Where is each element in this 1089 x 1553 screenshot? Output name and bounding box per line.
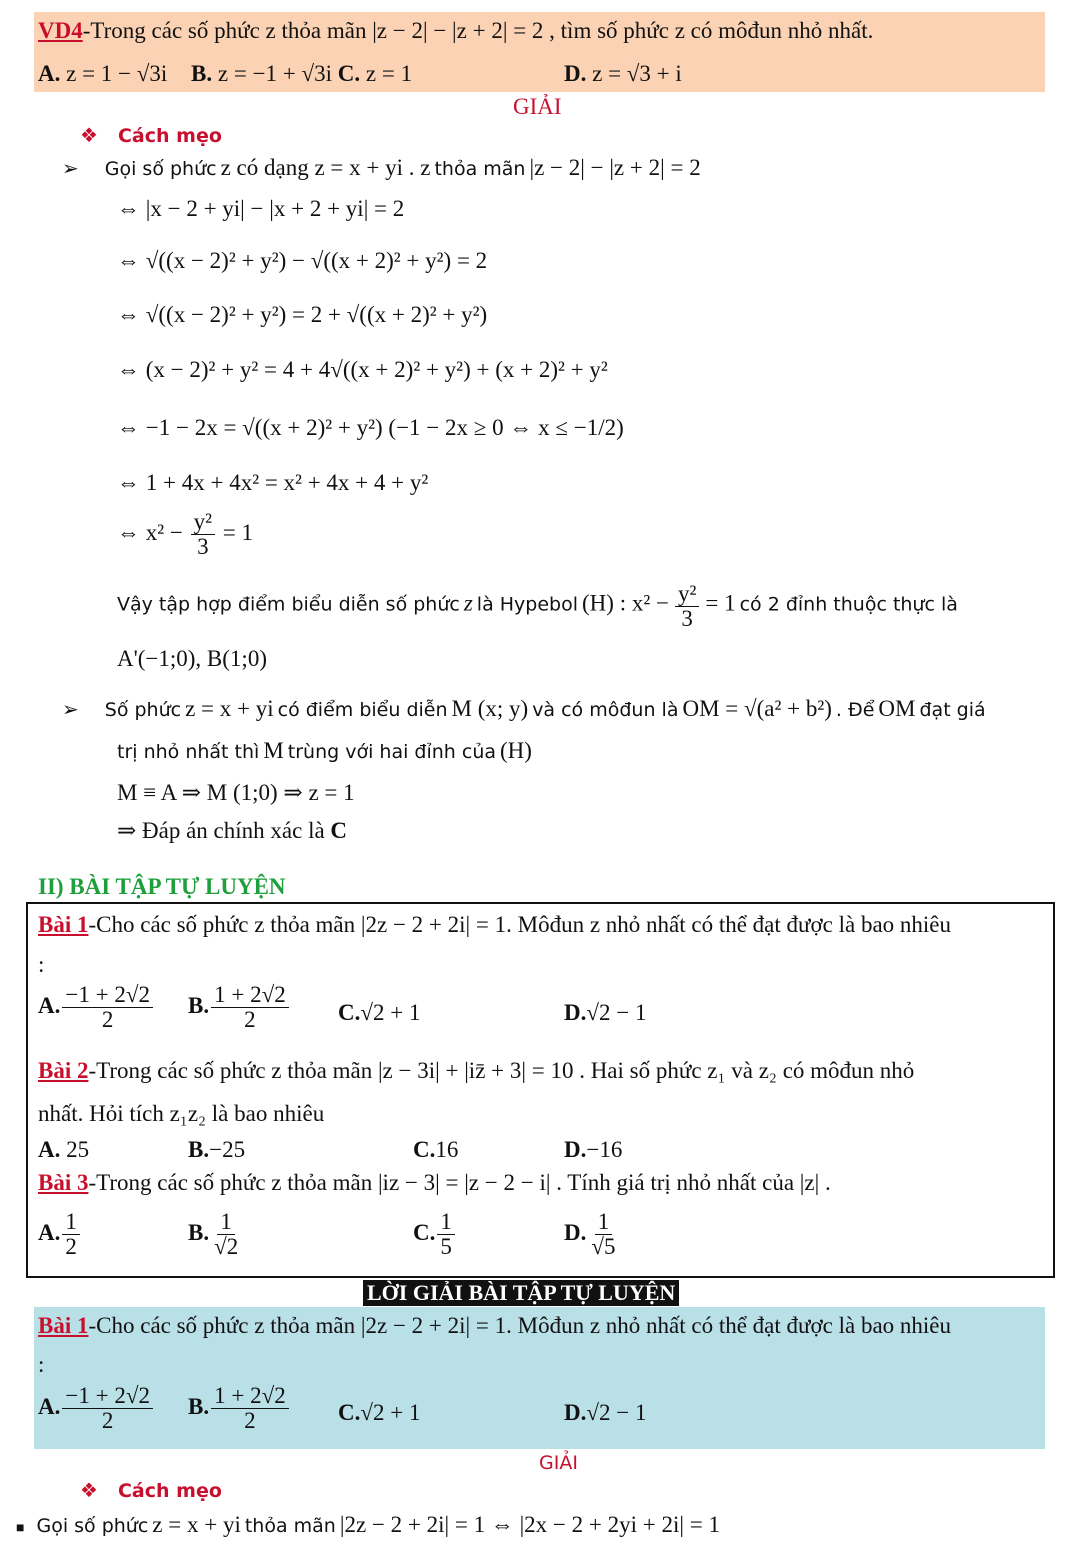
solution-heading-2: GIẢI (539, 1452, 578, 1474)
solution-heading: GIẢI (513, 94, 562, 119)
answer-line: ⇒ Đáp án chính xác là C (117, 818, 348, 843)
solution-step-1: ⇔ |x − 2 + yi| − |x + 2 + yi| = 2 (117, 196, 405, 221)
arrow-bullet-icon: ➢ (62, 699, 79, 721)
solution-step-4: ⇔ (x − 2)² + y² = 4 + 4√((x + 2)² + y²) + (x + 2)² + y² (117, 357, 608, 382)
vd4-option-b: z = −1 + √3i (217, 61, 333, 86)
solution-step-6: ⇔ 1 + 4x + 4x² = x² + 4x + 4 + y² (117, 470, 429, 495)
exercise-1-question: Bài 1-Cho các số phức z thỏa mãn |2z − 2 + 2i| = 1. Môđun z nhỏ nhất có thể đạt được là bao nhiêu (38, 912, 952, 937)
exercise-2-options: A. 25 (38, 1137, 90, 1162)
solution-result: M ≡ A ⇒ M (1;0) ⇒ z = 1 (117, 780, 355, 805)
conclusion-vertices: A'(−1;0), B(1;0) (117, 646, 267, 671)
solution-line-1: ➢ Gọi số phức z có dạng z = x + yi . z thỏa mãn |z − 2| − |z + 2| = 2 (62, 155, 701, 180)
solution-exercise-1-question: Bài 1-Cho các số phức z thỏa mãn |2z − 2 + 2i| = 1. Môđun z nhỏ nhất có thể đạt được là bao nhiêu (38, 1313, 952, 1338)
section-heading: II) BÀI TẬP TỰ LUYỆN (38, 874, 286, 899)
arrow-bullet-icon: ➢ (62, 158, 79, 180)
exercise-1-options: A. $\frac{-1 + 2√2}{2}$ (38, 983, 155, 1032)
solutions-title: LỜI GIẢI BÀI TẬP TỰ LUYỆN (363, 1280, 679, 1306)
vd4-option-d-label: D. (564, 61, 587, 86)
vd4-option-a-label: A. (38, 61, 61, 86)
tip-heading-row (80, 123, 222, 147)
solution-step-3: ⇔ √((x − 2)² + y²) = 2 + √((x + 2)² + y²) (117, 302, 488, 327)
vd4-option-c: z = 1 (365, 61, 413, 86)
vd4-option-a: z = 1 − √3i (66, 61, 168, 86)
tip-heading-row-2: ❖ Cách mẹo (80, 1478, 222, 1502)
vd4-option-b-label: B. (191, 61, 213, 86)
fraction: $\frac{\text{y²}}{3}$ (191, 510, 215, 559)
vd4-option-d-wrap (564, 61, 682, 87)
solution-step-5: ⇔ −1 − 2x = √((x + 2)² + y²) (−1 − 2x ≥ 0 ⇔ x ≤ −1/2) (117, 415, 624, 440)
vd4-label: VD4 (38, 18, 83, 43)
vd4-question-line (38, 18, 873, 44)
exercise-3-options: A. $\frac{1}{2}$ (38, 1210, 82, 1259)
vd4-options (38, 61, 1038, 87)
exercise-3-question: Bài 3-Trong các số phức z thỏa mãn |iz − 3| = |z − 2 − i| . Tính giá trị nhỏ nhất của |z| . (38, 1170, 831, 1195)
last-solution-line: ■ Gọi số phức z = x + yi thỏa mãn |2z − 2 + 2i| = 1 ⇔ |2x − 2 + 2yi + 2i| = 1 (16, 1512, 720, 1537)
vd4-question: -Trong các số phức z thỏa mãn |z − 2| − |z + 2| = 2 , tìm số phức z có môđun nhỏ nhất. (82, 18, 874, 43)
diamond-bullet-icon: ❖ (80, 123, 98, 147)
square-bullet-icon: ■ (16, 1521, 25, 1536)
diamond-bullet-icon: ❖ (80, 1478, 98, 1502)
vd4-option-c-label: C. (337, 61, 361, 86)
fraction: $\frac{\text{y²}}{3}$ (675, 582, 699, 631)
exercise-2-question: Bài 2-Trong các số phức z thỏa mãn |z − 3i| + |iz̄ + 3| = 10 . Hai số phức z₁ và z₂ có môđun nhỏ (38, 1058, 915, 1083)
solution-paragraph-2: ➢ Số phức z = x + yi có điểm biểu diễn M (x; y) và có môđun là OM = √(a² + b²) . Để OM đạt giá (62, 696, 986, 721)
exercises-box (26, 902, 1055, 1278)
solution-step-2: ⇔ √((x − 2)² + y²) − √((x + 2)² + y²) = 2 (117, 248, 488, 273)
vd4-option-d: z = √3 + i (592, 61, 682, 86)
tip-heading: Cách mẹo (117, 125, 222, 147)
conclusion-line-1: Vậy tập hợp điểm biểu diễn số phức z là Hypebol (H) : x² − $\frac{\text{y²}}{3}$ = 1 có 2 đỉnh thuộc thực là (117, 581, 958, 632)
solution-paragraph-2-cont: trị nhỏ nhất thì M trùng với hai đỉnh của (H) (117, 738, 532, 763)
solution-step-7: ⇔ x² − $\frac{\text{y²}}{3}$ = 1 (117, 509, 254, 560)
